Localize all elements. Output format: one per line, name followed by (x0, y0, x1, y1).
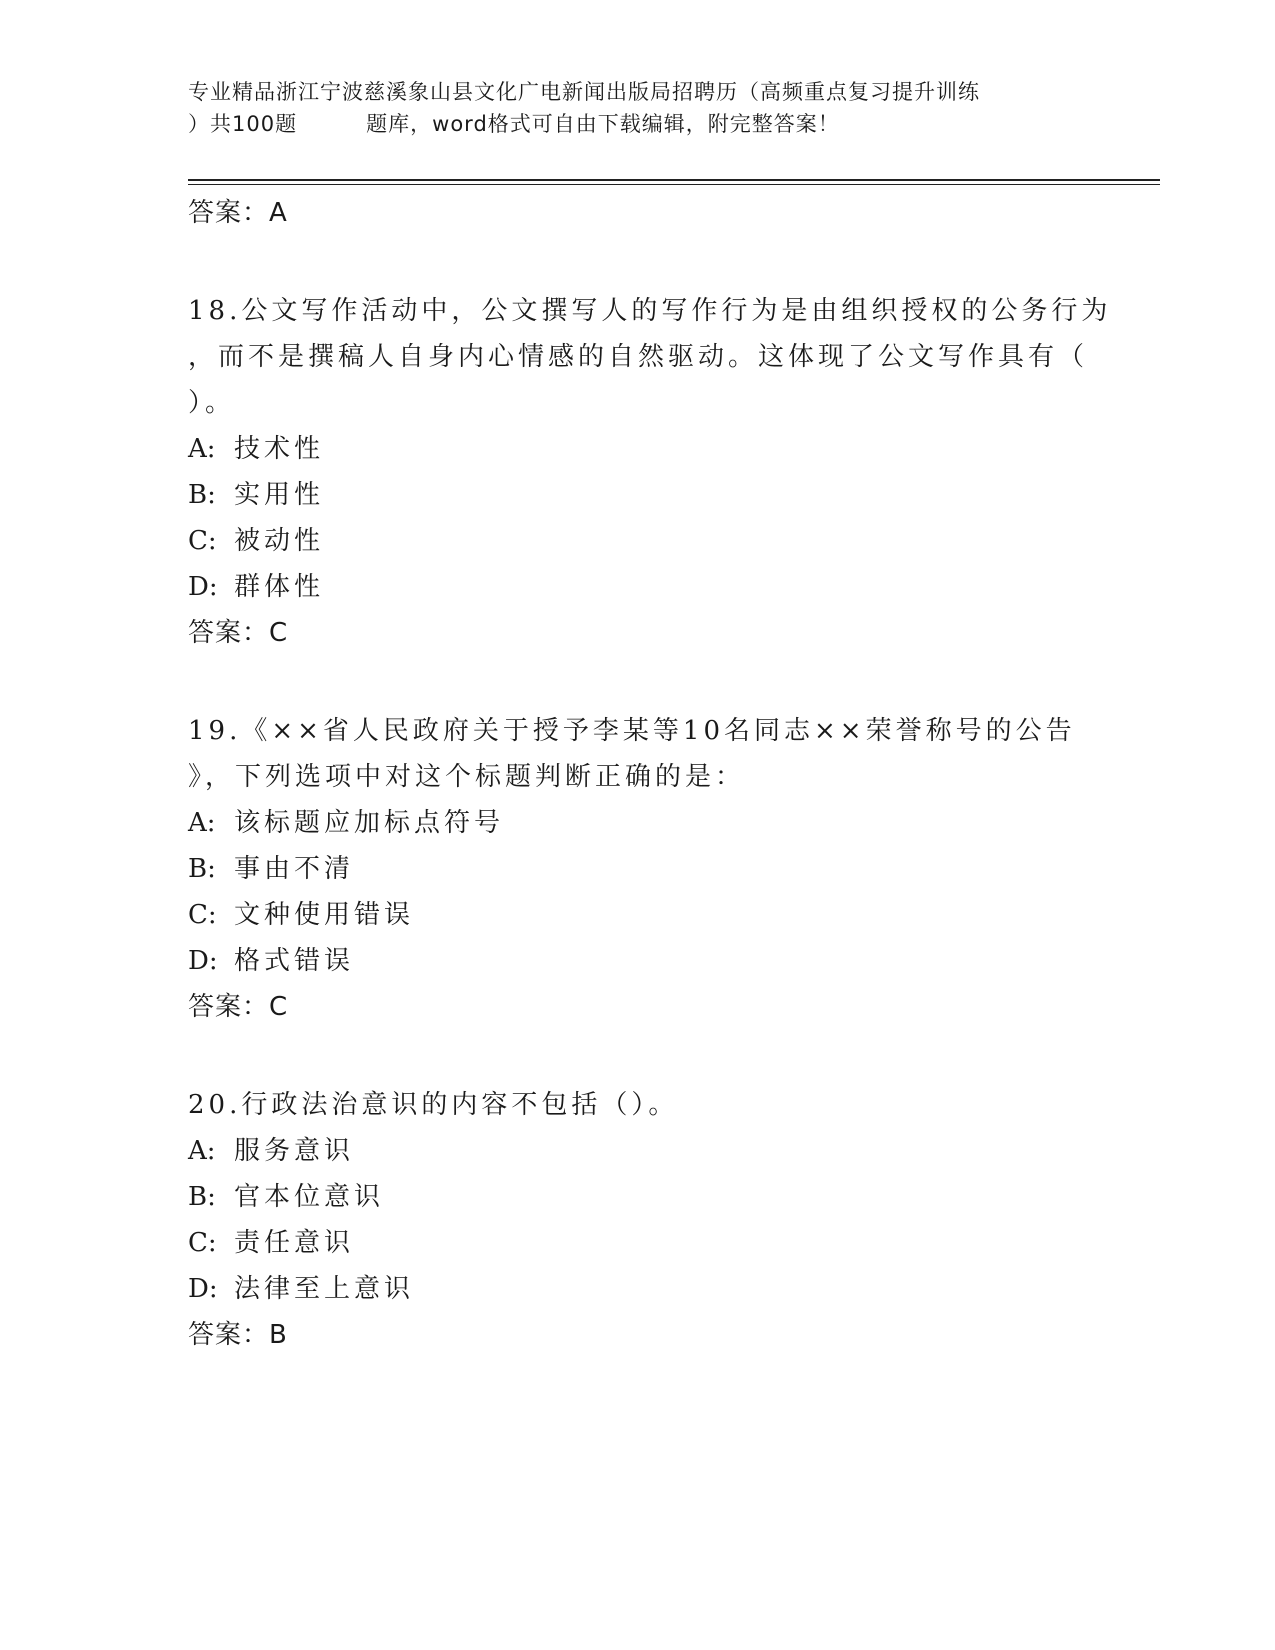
question-20 (188, 1082, 1088, 1358)
option-text: 服务意识 (234, 1136, 355, 1166)
option-c (188, 518, 1088, 564)
option-b (188, 1174, 1088, 1220)
option-letter: C: (188, 526, 217, 556)
header-title-line-2: ）共100题 题库，word格式可自由下载编辑，附完整答案！ (188, 112, 840, 136)
option-d (188, 1266, 1088, 1312)
document-header (188, 76, 1088, 140)
option-text: 事由不清 (234, 854, 355, 884)
question-text-line: ）。 (188, 388, 236, 418)
option-d (188, 938, 1088, 984)
option-letter: D: (188, 946, 218, 976)
option-letter: C: (188, 900, 217, 930)
answer-line: 答案：B (188, 1320, 288, 1350)
option-letter: A: (188, 1136, 216, 1166)
option-text: 技术性 (234, 434, 325, 464)
option-c (188, 892, 1088, 938)
option-a (188, 800, 1088, 846)
question-18 (188, 288, 1112, 656)
option-letter: B: (188, 854, 216, 884)
option-text: 格式错误 (234, 946, 355, 976)
option-b (188, 472, 1088, 518)
option-text: 被动性 (234, 526, 325, 556)
option-text: 法律至上意识 (234, 1274, 415, 1304)
previous-answer: 答案：A (188, 198, 288, 228)
option-letter: C: (188, 1228, 217, 1258)
option-a (188, 426, 1088, 472)
option-text: 该标题应加标点符号 (234, 808, 505, 838)
header-divider-thick (188, 179, 1160, 181)
option-letter: D: (188, 1274, 218, 1304)
option-text: 责任意识 (234, 1228, 355, 1258)
header-divider-thin (188, 184, 1160, 185)
option-b (188, 846, 1088, 892)
option-letter: B: (188, 1182, 216, 1212)
option-c (188, 1220, 1088, 1266)
option-letter: A: (188, 434, 216, 464)
question-text-line: 18.公文写作活动中，公文撰写人的写作行为是由组织授权的公务行为 (188, 296, 1112, 326)
option-letter: B: (188, 480, 216, 510)
option-text: 实用性 (234, 480, 325, 510)
question-text-line: 20.行政法治意识的内容不包括（）。 (188, 1090, 679, 1120)
option-letter: D: (188, 572, 218, 602)
question-text-line: 19.《××省人民政府关于授予李某等10名同志××荣誉称号的公告 (188, 716, 1076, 746)
option-d (188, 564, 1088, 610)
question-text-line: 》，下列选项中对这个标题判断正确的是： (188, 762, 746, 792)
option-text: 群体性 (234, 572, 325, 602)
header-title-line-1: 专业精品浙江宁波慈溪象山县文化广电新闻出版局招聘历（高频重点复习提升训练 (188, 80, 980, 104)
question-text-line: ，而不是撰稿人自身内心情感的自然驱动。这体现了公文写作具有（ (188, 342, 1089, 372)
question-list (188, 190, 1112, 1358)
answer-line: 答案：C (188, 992, 289, 1022)
answer-line: 答案：C (188, 618, 289, 648)
option-a (188, 1128, 1088, 1174)
option-letter: A: (188, 808, 216, 838)
option-text: 官本位意识 (234, 1182, 385, 1212)
option-text: 文种使用错误 (234, 900, 415, 930)
question-19 (188, 708, 1088, 1030)
